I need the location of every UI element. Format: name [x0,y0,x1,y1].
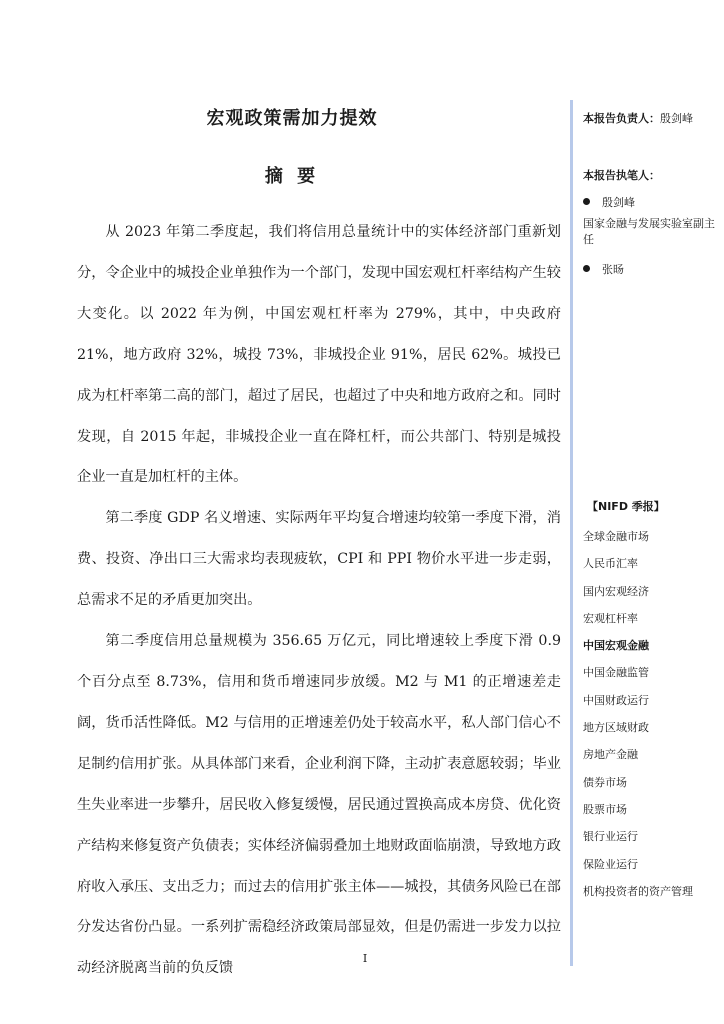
author-affiliation: 国家金融与发展实验室副主任 [583,217,715,246]
abstract-paragraph-2: 第二季度 GDP 名义增速、实际两年平均复合增速均较第一季度下滑，消费、投资、净出口三大需求均表现疲软，CPI 和 PPI 物价水平进一步走弱，总需求不足的矛盾更加突出。 [77,510,561,609]
report-series-item[interactable]: 中国财政运行 [583,693,649,707]
bullet-icon [583,265,590,272]
author-item [583,194,635,210]
report-series-item[interactable]: 中国宏观金融 [583,639,649,653]
report-series-item[interactable]: 机构投资者的资产管理 [583,884,693,898]
report-lead-label: 本报告负责人： [583,112,660,125]
report-series-item[interactable]: 全球金融市场 [583,530,649,543]
abstract-body [77,212,561,989]
report-series-item[interactable]: 房地产金融 [583,748,638,762]
document-title: 宏观政策需加力提效 [206,108,378,129]
report-series-item[interactable]: 中国金融监管 [583,666,649,680]
report-series-item[interactable]: 人民币汇率 [583,557,638,571]
report-series-item[interactable]: 银行业运行 [583,830,638,844]
report-series-item[interactable]: 地方区域财政 [583,721,649,735]
report-series-item[interactable]: 债券市场 [583,775,627,789]
report-series-item[interactable]: 股票市场 [583,802,627,816]
sidebar-divider [570,100,573,966]
author-item [583,261,624,277]
report-lead-name: 殷剑峰 [660,112,693,125]
page-number: I [362,952,368,965]
abstract-paragraph-3: 第二季度信用总量规模为 356.65 万亿元，同比增速较上季度下滑 0.9 个百分点至 8.73%，信用和货币增速同步放缓。M2 与 M1 的正增速差走阔，货币活性降低。M2 与信用的正增速差仍处于较高水平，私人部门信心不足制约信用扩张。从具体部门来看，企业利润下降，主动扩表意愿较弱；毕业生失业率进一步攀升，居民收入修复缓慢，居民通过置换高成本房贷、优化资产结构来修复资产负债表；实体经济偏弱叠加土地财政面临崩溃，导致地方政府收入承压、支出乏力；而过去的信用扩张主体——城投，其债务风险已在部分发达省份凸显。一系列扩需稳经济政策局部显效，但是仍需进一步发力以拉动经济脱离当前的负反馈 [77,633,561,977]
author-name: 张旸 [602,263,624,276]
report-series-item[interactable]: 宏观杠杆率 [583,611,638,625]
report-lead [583,110,693,126]
abstract-paragraph-1: 从 2023 年第二季度起，我们将信用总量统计中的实体经济部门重新划分，令企业中的城投企业单独作为一个部门，发现中国宏观杠杆率结构产生较大变化。以 2022 年为例，中国宏观杠杆率为 279%，其中，中央政府 21%，地方政府 32%，城投 73%，非城投企业 91%，居民 62%。城投已成为杠杆率第二高的部门，超过了居民，也超过了中央和地方政府之和。同时发现，自 2015 年起，非城投企业一直在降杠杆，而公共部门、特别是城投企业一直是加杠杆的主体。 [77,224,561,486]
bullet-icon [583,198,590,205]
authors-label: 本报告执笔人： [583,169,660,182]
report-series-list [583,523,723,905]
report-series-item[interactable]: 保险业运行 [583,857,638,871]
report-series-item[interactable]: 国内宏观经济 [583,584,649,598]
author-name: 殷剑峰 [602,196,635,209]
abstract-heading: 摘 要 [264,166,320,187]
series-title: 【NIFD 季报】 [587,500,665,513]
